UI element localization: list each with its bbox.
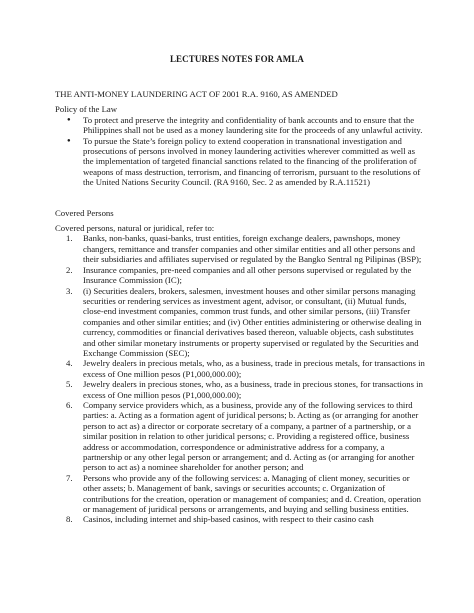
item-text: Insurance companies, pre-need companies and all other persons supervised or regulated by the Insurance Commission (IC); (83, 264, 412, 286)
list-item (66, 233, 425, 265)
item-text: Company service providers which, as a business, provide any of the following services to third parties: a. Acting as a formation agent of juridical persons; b. Acting as (or arranging for another person to act as) a director or corporate secretary of a company, a partner of a partnership, or a similar position in relation to other juridical persons; c. Providing a registered office, business address or accommodation, correspondence or administrative address for a company, a partnership or any other legal person or arrangement; and d. Acting as (or arranging for another person to act as) a nominee shareholder for another person; and (83, 399, 419, 473)
act-heading: THE ANTI-MONEY LAUNDERING ACT OF 2001 R.A. 9160, AS AMENDED (55, 89, 338, 99)
policy-item: ● To protect and preserve the integrity and confidentiality of bank accounts and to ensure that the Philippines shall not be used as a money laundering site for the proceeds of any unlawful activity. (83, 115, 425, 136)
list-item (66, 358, 425, 379)
item-text: Banks, non-banks, quasi-banks, trust entities, foreign exchange dealers, pawnshops, money changers, remittance and transfer companies and other similar entities and all other persons and their subsidiaries and affiliates supervised or regulated by the Bangko Sentral ng Pilipinas (BSP); (83, 233, 422, 265)
covered-persons-heading: Covered Persons (55, 207, 114, 218)
policy-heading: Policy of the Law (55, 104, 118, 115)
list-item (66, 285, 425, 359)
item-text: (i) Securities dealers, brokers, salesmen, investment houses and other similar persons managing securities or rendering services as investment agent, advisor, or consultant, (ii) Mutual funds, close-end investment companies, common trust funds, and other similar persons, (iii) Transfer companies and other similar entities; and (iv) Other entities administering or otherwise dealing in currency, commodities or financial derivatives based thereon, valuable objects, cash substitutes and other similar monetary instruments or property supervised or regulated by the Securities and Exchange Commission (SEC); (83, 285, 422, 358)
item-number: 3. (66, 285, 73, 296)
document-body (55, 89, 425, 525)
item-number: 7. (66, 472, 73, 483)
list-item (66, 379, 425, 400)
item-text: Jewelry dealers in precious metals, who, as a business, trade in precious metals, for transactions in excess of One million pesos (P1,000,000.00); (83, 358, 425, 379)
item-number: 4. (66, 358, 73, 369)
policy-item: ● To pursue the State’s foreign policy to extend cooperation in transnational investigation and prosecutions of persons involved in money laundering activities wherever committed as well as the implementation of targeted financial sanctions related to the financing of the proliferation of weapons of mass destruction, terrorism, and financing of terrorism, pursuant to the resolutions of the United Nations Security Council. (RA 9160, Sec. 2 as amended by R.A.11521) (83, 136, 425, 188)
item-text: Casinos, including internet and ship-based casinos, with respect to their casino cash (83, 514, 374, 525)
policy-list (55, 115, 425, 188)
item-text: Jewelry dealers in precious stones, who, as a business, trade in precious stones, for transactions in excess of One million pesos (P1,000,000.00); (83, 379, 423, 400)
list-item (66, 264, 425, 286)
list-item (66, 399, 425, 473)
covered-persons-intro: Covered persons, natural or juridical, refer to: (55, 223, 215, 234)
item-number: 5. (66, 379, 73, 390)
item-number: 8. (66, 514, 73, 525)
item-number: 1. (66, 233, 73, 244)
item-text: Persons who provide any of the following services: a. Managing of client money, securities or other assets; b. Management of bank, savings or securities accounts; c. Organization of contributions for the creation, operation or management of companies; and d. Creation, operation or management of juridical persons or arrangements, and buying and selling business entities. (83, 472, 421, 515)
list-item (66, 472, 425, 515)
list-item (66, 514, 425, 525)
item-number: 2. (66, 264, 73, 275)
item-number: 6. (66, 399, 73, 410)
document-title: LECTURES NOTES FOR AMLA (169, 54, 305, 64)
covered-persons-list (55, 233, 425, 524)
